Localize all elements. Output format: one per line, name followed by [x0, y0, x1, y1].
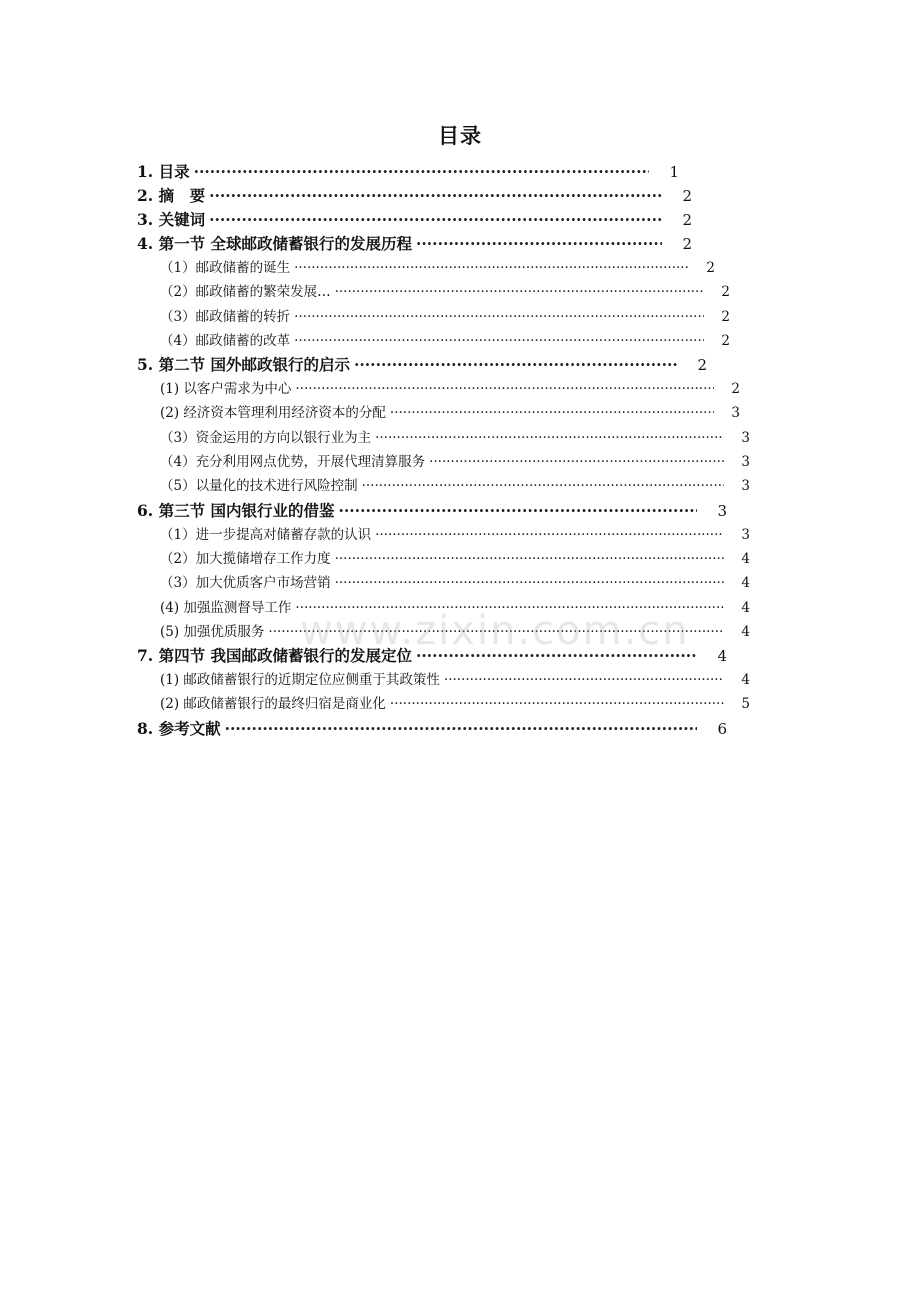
toc-entry-page: 4	[741, 623, 750, 640]
toc-entry-page: 2	[731, 381, 740, 398]
toc-entry-page: 2	[697, 356, 707, 375]
toc-entry-page: 3	[741, 454, 750, 471]
toc-entry[interactable]	[137, 499, 727, 523]
toc-entry-label: 1. 目录	[137, 162, 190, 181]
dot-leader	[194, 160, 649, 184]
toc-entry-label: （2）邮政储蓄的繁荣发展…	[160, 284, 331, 301]
toc-entry[interactable]	[137, 571, 750, 595]
toc-entry-page: 2	[706, 260, 715, 276]
toc-entry-label: （1）进一步提高对储蓄存款的认识	[160, 526, 372, 543]
toc-entry[interactable]	[137, 232, 692, 256]
dot-leader	[294, 305, 704, 329]
toc-entry-page: 2	[682, 235, 692, 253]
toc-entry-label: （3）邮政储蓄的转折	[160, 308, 291, 325]
toc-entry[interactable]	[137, 208, 692, 232]
toc-entry-label: （4）邮政储蓄的改革	[160, 332, 291, 349]
toc-entry-page: 2	[682, 211, 692, 229]
toc-entry[interactable]	[137, 620, 750, 644]
toc-entry-label: （3）资金运用的方向以银行业为主	[160, 429, 372, 446]
toc-entry-page: 1	[669, 163, 679, 181]
toc-title: 目录	[438, 123, 482, 148]
toc-entry-label: 7. 第四节 我国邮政储蓄银行的发展定位	[137, 646, 412, 666]
toc-entry-label: （4）充分利用网点优势，开展代理清算服务	[160, 454, 426, 471]
dot-leader	[444, 668, 724, 692]
dot-leader	[390, 692, 724, 716]
toc-entry[interactable]	[137, 692, 750, 716]
toc-entry-page: 4	[741, 599, 750, 616]
dot-leader	[295, 377, 714, 401]
toc-entry-label: (2) 邮政储蓄银行的最终归宿是商业化	[160, 696, 386, 713]
toc-entry[interactable]	[137, 596, 750, 620]
dot-leader	[268, 620, 724, 644]
toc-entry-label: 5. 第二节 国外邮政银行的启示	[137, 355, 350, 375]
toc-entry-page: 3	[741, 429, 750, 446]
dot-leader	[416, 232, 662, 256]
dot-leader	[354, 353, 677, 377]
toc-entry-label: (4) 加强监测督导工作	[160, 599, 292, 616]
toc-entry-label: （3）加大优质客户市场营销	[160, 575, 331, 592]
toc-entry[interactable]	[137, 547, 750, 571]
toc-entry-page: 2	[721, 284, 730, 301]
toc-entry[interactable]	[137, 401, 740, 425]
toc-entry[interactable]	[137, 305, 730, 329]
toc-entry[interactable]	[137, 523, 750, 547]
toc-list	[137, 160, 750, 741]
watermark: www.zixin.com.cn	[300, 608, 690, 654]
dot-leader	[335, 280, 704, 304]
dot-leader	[335, 571, 724, 595]
toc-entry-page: 4	[717, 647, 727, 666]
toc-entry[interactable]	[137, 329, 730, 353]
toc-entry-label: 8. 参考文献	[137, 718, 221, 738]
toc-entry[interactable]	[137, 450, 750, 474]
toc-entry[interactable]	[137, 184, 692, 208]
toc-entry-label: 2. 摘 要	[137, 186, 206, 205]
toc-entry[interactable]	[137, 377, 740, 401]
toc-entry-label: 4. 第一节 全球邮政储蓄银行的发展历程	[137, 234, 412, 253]
toc-entry-page: 6	[717, 719, 727, 738]
toc-entry-page: 4	[741, 672, 750, 689]
dot-leader	[375, 426, 724, 450]
toc-entry-page: 5	[741, 696, 750, 713]
dot-leader	[390, 401, 714, 425]
dot-leader	[295, 596, 724, 620]
toc-entry[interactable]	[137, 426, 750, 450]
dot-leader	[209, 208, 662, 232]
toc-entry[interactable]	[137, 353, 707, 377]
dot-leader	[362, 474, 724, 498]
toc-entry[interactable]	[137, 717, 727, 741]
toc-entry[interactable]	[137, 644, 727, 668]
toc-entry-page: 3	[717, 501, 727, 520]
toc-entry-page: 3	[731, 405, 740, 422]
toc-entry-page: 4	[741, 550, 750, 567]
dot-leader	[338, 499, 697, 523]
toc-entry-page: 2	[721, 332, 730, 349]
toc-entry[interactable]	[137, 668, 750, 692]
toc-entry-label: (1) 以客户需求为中心	[160, 381, 292, 398]
dot-leader	[429, 450, 724, 474]
dot-leader	[416, 644, 697, 668]
toc-entry-page: 2	[682, 187, 692, 205]
dot-leader	[225, 717, 697, 741]
dot-leader	[294, 256, 689, 280]
dot-leader	[375, 523, 724, 547]
toc-entry-label: 3. 关键词	[137, 210, 206, 229]
toc-entry-page: 3	[741, 526, 750, 543]
dot-leader	[335, 547, 724, 571]
toc-entry-label: 6. 第三节 国内银行业的借鉴	[137, 500, 335, 520]
toc-entry-page: 3	[741, 478, 750, 495]
toc-entry-page: 4	[741, 575, 750, 592]
toc-entry-page: 2	[721, 308, 730, 325]
toc-entry[interactable]	[137, 280, 730, 304]
toc-entry[interactable]	[137, 474, 750, 498]
toc-entry-label: （5）以量化的技术进行风险控制	[160, 478, 358, 495]
toc-entry-label: (2) 经济资本管理利用经济资本的分配	[160, 405, 386, 422]
toc-entry-label: （1）邮政储蓄的诞生	[160, 260, 291, 276]
toc-entry-label: （2）加大揽储增存工作力度	[160, 550, 331, 567]
dot-leader	[294, 329, 704, 353]
toc-entry-label: (1) 邮政储蓄银行的近期定位应侧重于其政策性	[160, 672, 440, 689]
dot-leader	[209, 184, 662, 208]
toc-entry[interactable]	[137, 256, 715, 280]
toc-entry[interactable]	[137, 160, 679, 184]
toc-entry-label: (5) 加强优质服务	[160, 623, 265, 640]
